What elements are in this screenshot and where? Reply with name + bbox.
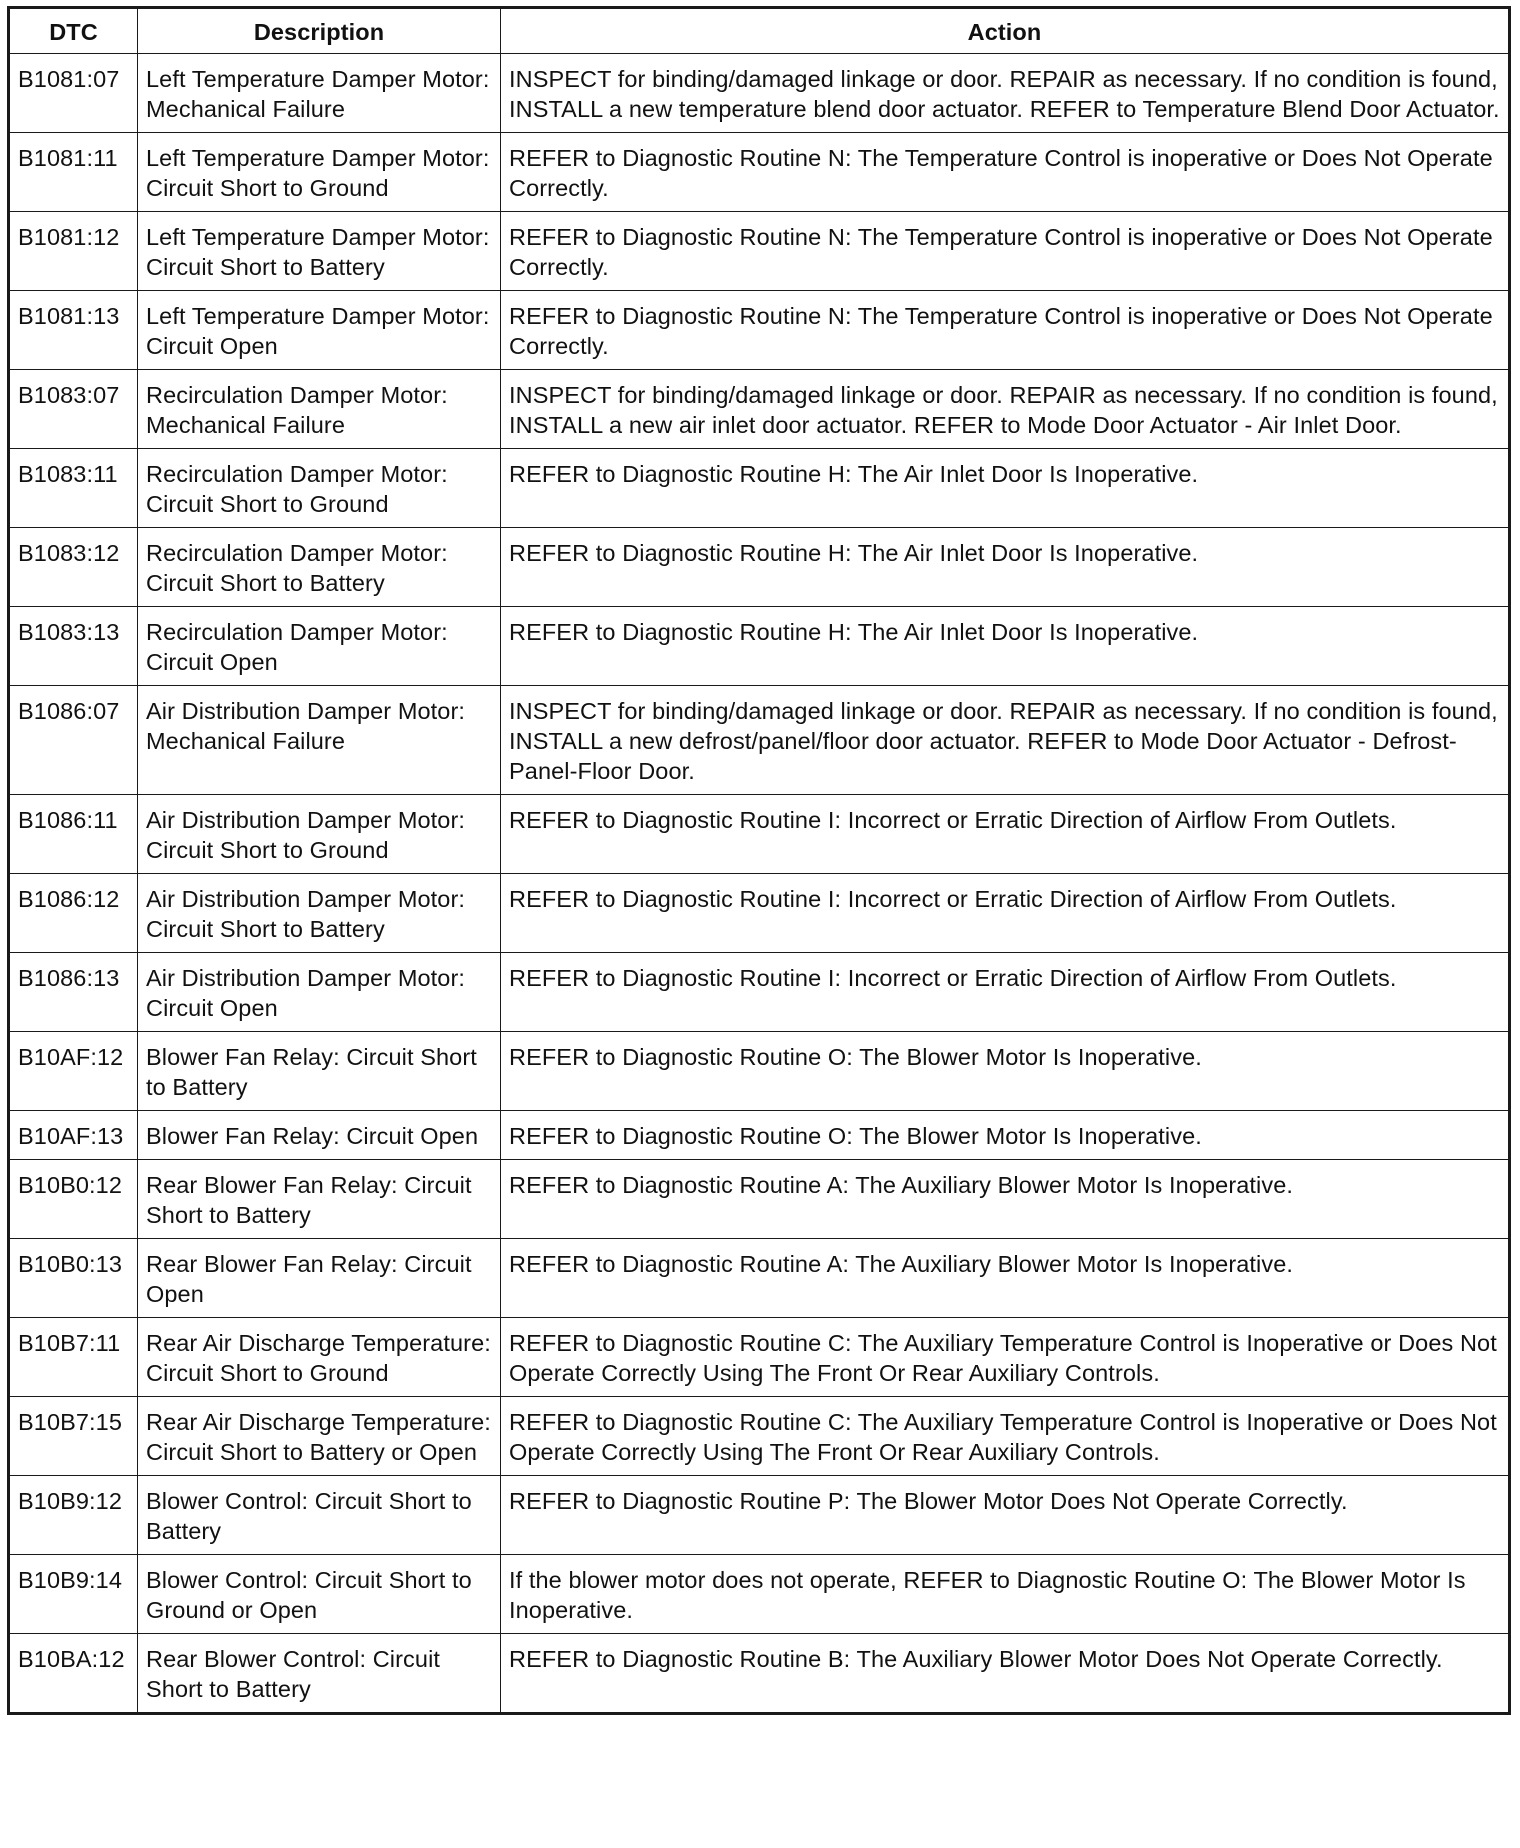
table-row [9,528,1510,607]
header-description: Description [138,8,501,54]
table-row [9,54,1510,133]
dtc-description: Air Distribution Damper Motor: Circuit Short to Ground [138,795,501,874]
dtc-description: Left Temperature Damper Motor: Circuit Open [138,291,501,370]
table-row [9,449,1510,528]
table-row [9,953,1510,1032]
table-row [9,1032,1510,1111]
dtc-code: B1081:07 [9,54,138,133]
table-row [9,291,1510,370]
dtc-code: B10BA:12 [9,1634,138,1714]
dtc-description: Blower Control: Circuit Short to Battery [138,1476,501,1555]
dtc-code: B1081:11 [9,133,138,212]
table-row [9,370,1510,449]
dtc-action: REFER to Diagnostic Routine H: The Air Inlet Door Is Inoperative. [501,528,1510,607]
table-row [9,133,1510,212]
dtc-code: B10B0:13 [9,1239,138,1318]
dtc-code: B1086:12 [9,874,138,953]
dtc-description: Rear Blower Control: Circuit Short to Battery [138,1634,501,1714]
dtc-description: Rear Air Discharge Temperature: Circuit Short to Battery or Open [138,1397,501,1476]
dtc-action: REFER to Diagnostic Routine N: The Temperature Control is inoperative or Does Not Operate Correctly. [501,133,1510,212]
dtc-code: B1083:13 [9,607,138,686]
dtc-description: Recirculation Damper Motor: Circuit Short to Battery [138,528,501,607]
table-row [9,795,1510,874]
dtc-description: Recirculation Damper Motor: Circuit Short to Ground [138,449,501,528]
dtc-description: Left Temperature Damper Motor: Circuit Short to Battery [138,212,501,291]
dtc-description: Rear Blower Fan Relay: Circuit Short to Battery [138,1160,501,1239]
dtc-code: B1083:12 [9,528,138,607]
dtc-action: INSPECT for binding/damaged linkage or door. REPAIR as necessary. If no condition is found, INSTALL a new temperature blend door actuator. REFER to Temperature Blend Door Actuator. [501,54,1510,133]
dtc-table [7,6,1511,1715]
dtc-action: REFER to Diagnostic Routine C: The Auxiliary Temperature Control is Inoperative or Does Not Operate Correctly Using The Front Or Rear Auxiliary Controls. [501,1318,1510,1397]
dtc-action: REFER to Diagnostic Routine O: The Blower Motor Is Inoperative. [501,1111,1510,1160]
dtc-action: REFER to Diagnostic Routine I: Incorrect or Erratic Direction of Airflow From Outlets. [501,953,1510,1032]
dtc-description: Blower Fan Relay: Circuit Open [138,1111,501,1160]
table-row [9,607,1510,686]
dtc-action: REFER to Diagnostic Routine O: The Blower Motor Is Inoperative. [501,1032,1510,1111]
table-row [9,1239,1510,1318]
dtc-action: If the blower motor does not operate, REFER to Diagnostic Routine O: The Blower Motor Is Inoperative. [501,1555,1510,1634]
dtc-description: Left Temperature Damper Motor: Circuit Short to Ground [138,133,501,212]
table-row [9,212,1510,291]
dtc-action: REFER to Diagnostic Routine H: The Air Inlet Door Is Inoperative. [501,607,1510,686]
table-row [9,1160,1510,1239]
dtc-description: Blower Control: Circuit Short to Ground or Open [138,1555,501,1634]
dtc-action: REFER to Diagnostic Routine N: The Temperature Control is inoperative or Does Not Operate Correctly. [501,212,1510,291]
dtc-description: Air Distribution Damper Motor: Mechanical Failure [138,686,501,795]
dtc-description: Air Distribution Damper Motor: Circuit Short to Battery [138,874,501,953]
dtc-code: B10AF:12 [9,1032,138,1111]
dtc-action: INSPECT for binding/damaged linkage or door. REPAIR as necessary. If no condition is found, INSTALL a new defrost/panel/floor door actuator. REFER to Mode Door Actuator - Defrost-Panel-Floor Door. [501,686,1510,795]
header-action: Action [501,8,1510,54]
dtc-description: Rear Air Discharge Temperature: Circuit Short to Ground [138,1318,501,1397]
table-row [9,686,1510,795]
dtc-action: REFER to Diagnostic Routine C: The Auxiliary Temperature Control is Inoperative or Does Not Operate Correctly Using The Front Or Rear Auxiliary Controls. [501,1397,1510,1476]
table-row [9,1634,1510,1714]
table-row [9,1476,1510,1555]
dtc-description: Left Temperature Damper Motor: Mechanical Failure [138,54,501,133]
dtc-description: Air Distribution Damper Motor: Circuit Open [138,953,501,1032]
dtc-action: REFER to Diagnostic Routine P: The Blower Motor Does Not Operate Correctly. [501,1476,1510,1555]
dtc-code: B1086:11 [9,795,138,874]
dtc-code: B10B0:12 [9,1160,138,1239]
dtc-code: B1081:13 [9,291,138,370]
dtc-code: B10B7:15 [9,1397,138,1476]
dtc-code: B1083:07 [9,370,138,449]
dtc-code: B10B7:11 [9,1318,138,1397]
dtc-code: B10B9:12 [9,1476,138,1555]
dtc-table-container [7,6,1508,1715]
dtc-code: B1086:07 [9,686,138,795]
table-row [9,1397,1510,1476]
dtc-action: REFER to Diagnostic Routine I: Incorrect or Erratic Direction of Airflow From Outlets. [501,795,1510,874]
dtc-action: REFER to Diagnostic Routine H: The Air Inlet Door Is Inoperative. [501,449,1510,528]
dtc-code: B10AF:13 [9,1111,138,1160]
dtc-action: REFER to Diagnostic Routine A: The Auxiliary Blower Motor Is Inoperative. [501,1160,1510,1239]
dtc-action: REFER to Diagnostic Routine A: The Auxiliary Blower Motor Is Inoperative. [501,1239,1510,1318]
dtc-action: REFER to Diagnostic Routine B: The Auxiliary Blower Motor Does Not Operate Correctly. [501,1634,1510,1714]
dtc-code: B1081:12 [9,212,138,291]
table-row [9,1555,1510,1634]
dtc-action: REFER to Diagnostic Routine N: The Temperature Control is inoperative or Does Not Operate Correctly. [501,291,1510,370]
table-row [9,1318,1510,1397]
table-header-row [9,8,1510,54]
dtc-code: B1086:13 [9,953,138,1032]
dtc-description: Rear Blower Fan Relay: Circuit Open [138,1239,501,1318]
table-row [9,1111,1510,1160]
header-dtc: DTC [9,8,138,54]
dtc-description: Recirculation Damper Motor: Mechanical Failure [138,370,501,449]
dtc-description: Recirculation Damper Motor: Circuit Open [138,607,501,686]
table-row [9,874,1510,953]
dtc-code: B10B9:14 [9,1555,138,1634]
dtc-action: REFER to Diagnostic Routine I: Incorrect or Erratic Direction of Airflow From Outlets. [501,874,1510,953]
dtc-action: INSPECT for binding/damaged linkage or door. REPAIR as necessary. If no condition is found, INSTALL a new air inlet door actuator. REFER to Mode Door Actuator - Air Inlet Door. [501,370,1510,449]
dtc-description: Blower Fan Relay: Circuit Short to Battery [138,1032,501,1111]
dtc-code: B1083:11 [9,449,138,528]
